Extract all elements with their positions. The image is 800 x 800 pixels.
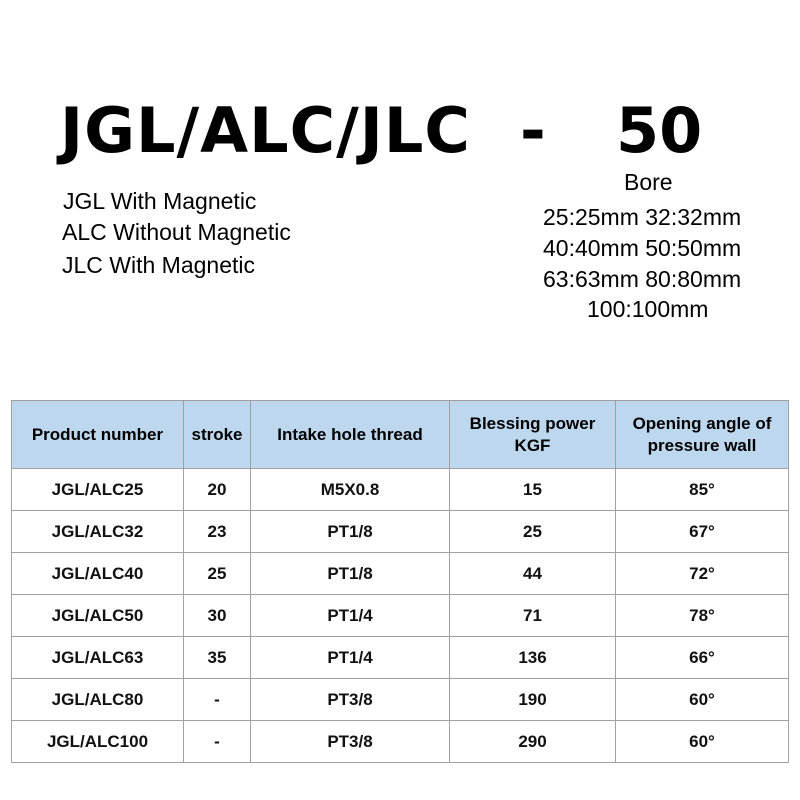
- cell-intake-thread: PT1/8: [251, 511, 450, 553]
- cell-blessing-power: 15: [450, 469, 616, 511]
- table-row: [12, 637, 789, 679]
- bore-line: 100:100mm: [587, 296, 709, 322]
- bore-label: Bore: [624, 169, 673, 195]
- cell-intake-thread: PT1/4: [251, 595, 450, 637]
- cell-stroke: 35: [184, 637, 251, 679]
- bore-line: 40:40mm 50:50mm: [543, 235, 742, 261]
- cell-opening-angle: 85°: [616, 469, 789, 511]
- table-row: [12, 721, 789, 763]
- bore-line: 63:63mm 80:80mm: [543, 266, 742, 292]
- column-header-stroke: stroke: [184, 401, 251, 469]
- cell-product-number: JGL/ALC25: [12, 469, 184, 511]
- column-header-opening-angle: Opening angle of pressure wall: [616, 401, 789, 469]
- cell-intake-thread: M5X0.8: [251, 469, 450, 511]
- cell-blessing-power: 71: [450, 595, 616, 637]
- column-header-product-number: Product number: [12, 401, 184, 469]
- cell-opening-angle: 78°: [616, 595, 789, 637]
- cell-intake-thread: PT1/4: [251, 637, 450, 679]
- cell-opening-angle: 60°: [616, 679, 789, 721]
- cell-product-number: JGL/ALC63: [12, 637, 184, 679]
- cell-blessing-power: 136: [450, 637, 616, 679]
- cell-stroke: 25: [184, 553, 251, 595]
- cell-stroke: 23: [184, 511, 251, 553]
- cell-stroke: 30: [184, 595, 251, 637]
- table-row: [12, 511, 789, 553]
- cell-product-number: JGL/ALC40: [12, 553, 184, 595]
- table-row: [12, 469, 789, 511]
- table-header-row: [12, 401, 789, 469]
- model-separator: -: [520, 94, 546, 167]
- table-row: [12, 679, 789, 721]
- cell-blessing-power: 25: [450, 511, 616, 553]
- cell-opening-angle: 67°: [616, 511, 789, 553]
- cell-opening-angle: 72°: [616, 553, 789, 595]
- cell-opening-angle: 60°: [616, 721, 789, 763]
- cell-blessing-power: 44: [450, 553, 616, 595]
- variant-alc: ALC Without Magnetic: [62, 219, 291, 245]
- table-row: [12, 595, 789, 637]
- cell-intake-thread: PT3/8: [251, 679, 450, 721]
- cell-blessing-power: 190: [450, 679, 616, 721]
- variant-jlc: JLC With Magnetic: [62, 252, 256, 278]
- spec-table: [11, 400, 789, 763]
- model-title: JGL/ALC/JLC: [60, 94, 471, 167]
- cell-intake-thread: PT1/8: [251, 553, 450, 595]
- cell-product-number: JGL/ALC32: [12, 511, 184, 553]
- cell-intake-thread: PT3/8: [251, 721, 450, 763]
- bore-line: 25:25mm 32:32mm: [543, 204, 742, 230]
- cell-product-number: JGL/ALC100: [12, 721, 184, 763]
- cell-product-number: JGL/ALC50: [12, 595, 184, 637]
- model-size: 50: [616, 94, 703, 167]
- cell-blessing-power: 290: [450, 721, 616, 763]
- column-header-blessing-power: Blessing power KGF: [450, 401, 616, 469]
- variant-jgl: JGL With Magnetic: [63, 188, 257, 214]
- column-header-intake-thread: Intake hole thread: [251, 401, 450, 469]
- table-row: [12, 553, 789, 595]
- cell-opening-angle: 66°: [616, 637, 789, 679]
- cell-stroke: 20: [184, 469, 251, 511]
- cell-stroke: -: [184, 721, 251, 763]
- cell-stroke: -: [184, 679, 251, 721]
- cell-product-number: JGL/ALC80: [12, 679, 184, 721]
